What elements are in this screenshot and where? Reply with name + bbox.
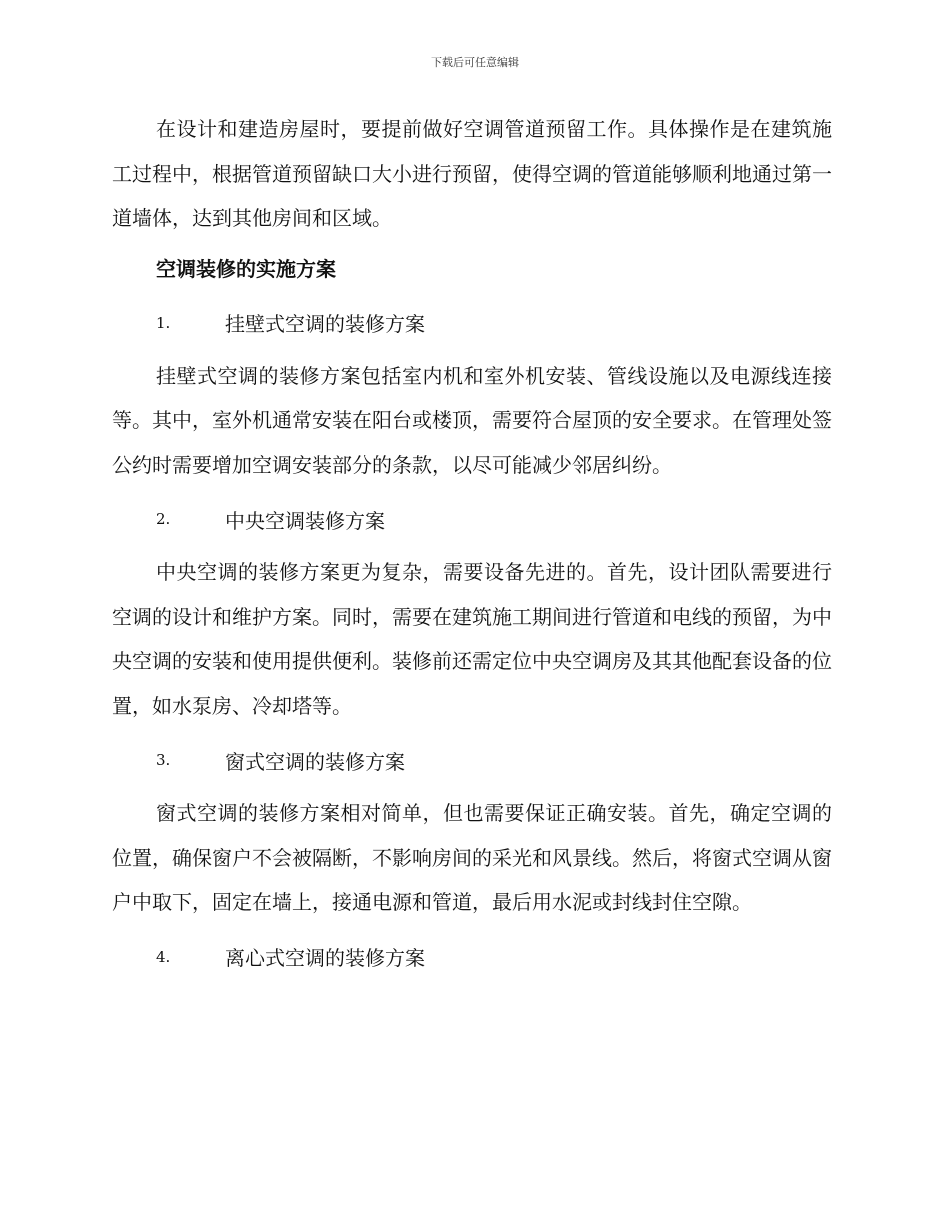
document-body [112,107,832,988]
list-item-number: 3. [156,751,171,769]
section-heading: 空调装修的实施方案 [156,256,336,281]
page-header: 下载后可任意编辑 [431,56,519,69]
intro-paragraph: 在设计和建造房屋时，要提前做好空调管道预留工作。具体操作是在建筑施工过程中，根据管道预留缺口大小进行预留，使得空调的管道能够顺利地通过第一道墙体，达到其他房间和区域。 [112,117,832,230]
list-item-2-body: 中央空调的装修方案更为复杂，需要设备先进的。首先，设计团队需要进行空调的设计和维护方案。同时，需要在建筑施工期间进行管道和电线的预留，为中央空调的安装和使用提供便利。装修前还需定位中央空调房及其其他配套设备的位置，如水泵房、冷却塔等。 [112,560,832,718]
list-item-number: 2. [156,510,171,528]
list-item-3-body: 窗式空调的装修方案相对简单，但也需要保证正确安装。首先，确定空调的位置，确保窗户不会被隔断，不影响房间的采光和风景线。然后，将窗式空调从窗户中取下，固定在墙上，接通电源和管道，最后用水泥或封线封住空隙。 [112,801,832,914]
list-item-4 [112,935,832,979]
list-item-2 [112,497,832,541]
list-item-1 [112,301,832,345]
list-item-title: 挂壁式空调的装修方案 [225,312,425,336]
list-item-title: 中央空调装修方案 [225,508,385,533]
list-item-title: 窗式空调的装修方案 [225,749,405,774]
list-item-number: 1. [156,313,171,332]
list-item-3 [112,738,832,782]
list-item-title: 离心式空调的装修方案 [225,946,425,970]
list-item-1-body: 挂壁式空调的装修方案包括室内机和室外机安装、管线设施以及电源线连接等。其中，室外机通常安装在阳台或楼顶，需要符合屋顶的安全要求。在管理处签公约时需要增加空调安装部分的条款，以尽可能减少邻居纠纷。 [112,363,832,477]
list-item-number: 4. [156,947,171,966]
